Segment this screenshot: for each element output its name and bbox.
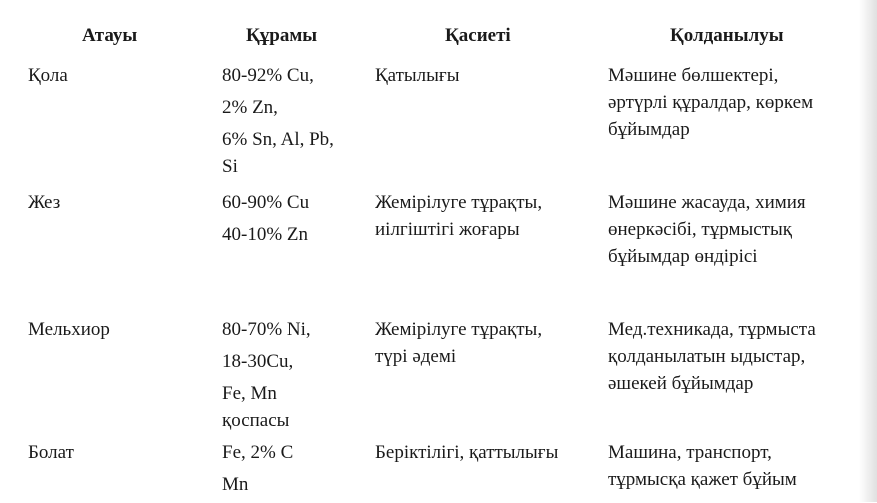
row-3-composition-line: Fe, Mn: [222, 383, 277, 404]
row-2-property-line: иілгіштігі жоғары: [375, 219, 520, 240]
row-2-usage-line: Мәшине жасауда, химия: [608, 192, 806, 213]
row-4-usage-line: Машина, транспорт,: [608, 442, 772, 463]
row-2-composition-line: 60-90% Cu: [222, 192, 310, 213]
row-1-usage-line: Мәшине бөлшектері,: [608, 65, 779, 86]
row-1-usage-line: әртүрлі құралдар, көркем: [608, 92, 814, 113]
row-3-usage-line: Мед.техникада, тұрмыста: [608, 319, 816, 340]
row-1-composition-line: Si: [222, 156, 238, 177]
row-3-property: [375, 316, 542, 370]
row-3-composition-line: 18-30Cu,: [222, 351, 294, 372]
row-2-usage-line: өнеркәсібі, тұрмыстық: [608, 219, 792, 240]
row-3-composition: [222, 316, 311, 439]
row-1-name: Қола: [28, 65, 68, 86]
row-1-usage-line: бұйымдар: [608, 119, 690, 140]
row-4-composition-line: Fe, 2% C: [222, 442, 294, 463]
row-1-usage: [608, 62, 813, 143]
row-4-usage-line: тұрмысқа қажет бұйым: [608, 469, 797, 490]
row-4-property-line: Беріктілігі, қаттылығы: [375, 442, 559, 463]
row-3-property-line: түрі әдемі: [375, 346, 457, 367]
row-1-property: [375, 62, 460, 89]
header-composition: Құрамы: [246, 25, 318, 46]
row-2-composition: [222, 189, 309, 253]
row-3-name: Мельхиор: [28, 319, 110, 340]
row-4-composition-line: Mn: [222, 474, 249, 495]
row-2-name: Жез: [28, 192, 61, 213]
row-1-composition: [222, 62, 334, 185]
row-2-property-line: Жемірілуге тұрақты,: [375, 192, 543, 213]
row-2-property: [375, 189, 542, 243]
row-4-name: Болат: [28, 442, 74, 463]
row-4-property: [375, 439, 558, 466]
row-1-property-line: Қатылығы: [375, 65, 460, 86]
row-2-usage: [608, 189, 806, 270]
row-3-composition-line: қоспасы: [222, 410, 290, 431]
row-3-usage-line: қолданылатын ыдыстар,: [608, 346, 806, 367]
row-3-usage-line: әшекей бұйымдар: [608, 373, 754, 394]
row-4-composition: [222, 439, 293, 503]
row-3-usage: [608, 316, 816, 397]
row-3-composition-line: 80-70% Ni,: [222, 319, 311, 340]
header-name: Атауы: [82, 25, 138, 46]
row-1-composition-line: 6% Sn, Al, Pb,: [222, 129, 334, 150]
row-2-usage-line: бұйымдар өндірісі: [608, 246, 758, 267]
row-1-composition-line: 2% Zn,: [222, 97, 278, 118]
row-1-composition-line: 80-92% Cu,: [222, 65, 314, 86]
page-edge-shadow: [859, 0, 877, 502]
header-usage: Қолданылуы: [670, 25, 784, 46]
header-property: Қасиеті: [445, 25, 511, 46]
row-4-usage: [608, 439, 797, 493]
row-3-property-line: Жемірілуге тұрақты,: [375, 319, 543, 340]
row-2-composition-line: 40-10% Zn: [222, 224, 309, 245]
